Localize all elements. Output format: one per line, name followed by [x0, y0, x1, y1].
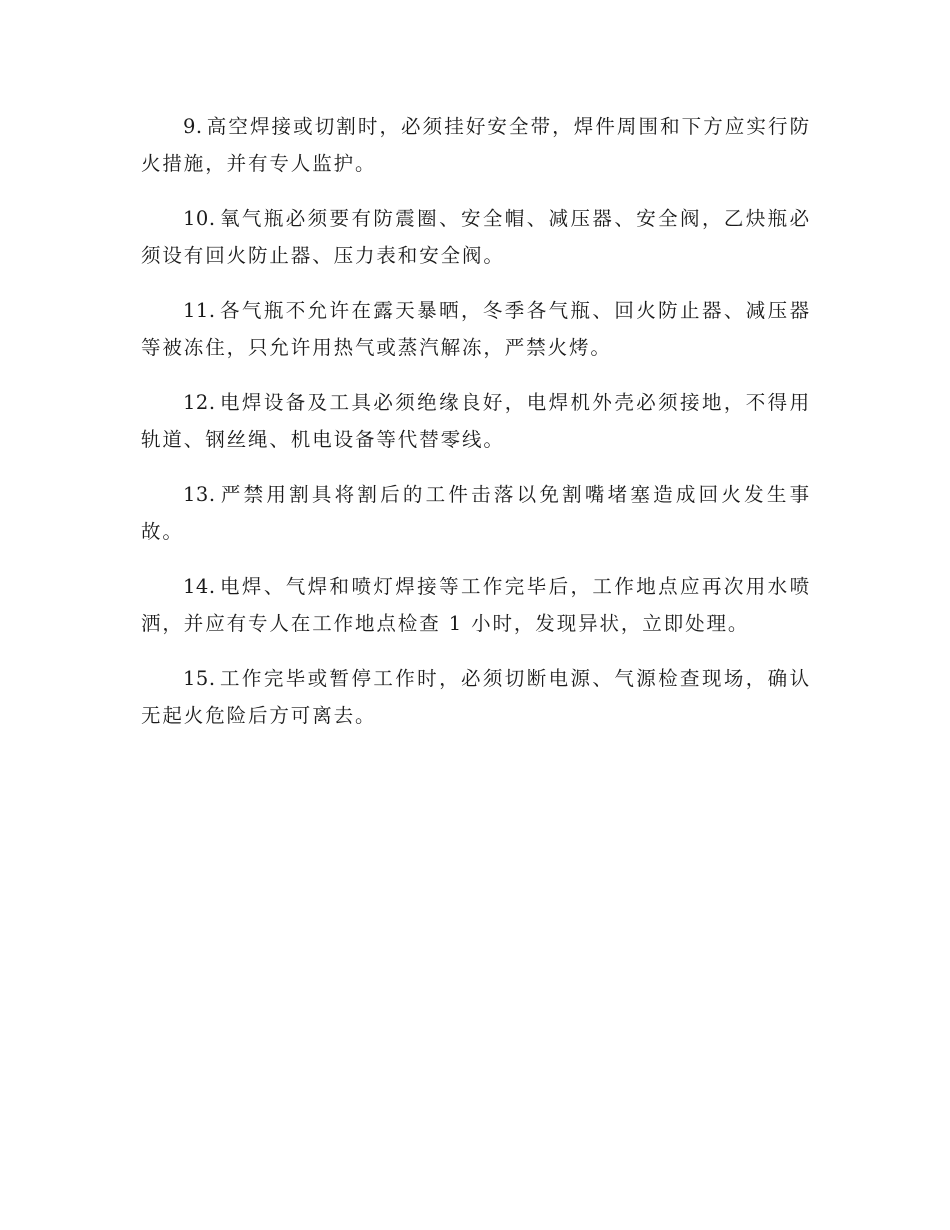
rule-number: 13.	[183, 483, 216, 506]
rule-number: 11.	[183, 299, 216, 322]
rule-10	[141, 200, 811, 274]
rule-12	[141, 384, 811, 458]
rule-text: 电焊、气焊和喷灯焊接等工作完毕后，工作地点应再次用水喷洒，并应有专人在工作地点检查 1 小时，发现异状，立即处理。	[141, 575, 811, 635]
rule-14	[141, 568, 811, 642]
rules-list	[141, 108, 811, 752]
rule-number: 15.	[183, 667, 216, 690]
rule-text: 工作完毕或暂停工作时，必须切断电源、气源检查现场，确认无起火危险后方可离去。	[141, 667, 811, 727]
rule-text: 严禁用割具将割后的工件击落以免割嘴堵塞造成回火发生事故。	[141, 483, 811, 543]
rule-text: 电焊设备及工具必须绝缘良好，电焊机外壳必须接地，不得用轨道、钢丝绳、机电设备等代替零线。	[141, 391, 811, 451]
rule-text: 各气瓶不允许在露天暴晒，冬季各气瓶、回火防止器、减压器等被冻住，只允许用热气或蒸汽解冻，严禁火烤。	[141, 299, 811, 359]
rule-text: 高空焊接或切割时，必须挂好安全带，焊件周围和下方应实行防火措施，并有专人监护。	[141, 115, 811, 175]
rule-15	[141, 660, 811, 734]
rule-9	[141, 108, 811, 182]
rule-number: 14.	[183, 575, 216, 598]
rule-13	[141, 476, 811, 550]
rule-number: 12.	[183, 391, 216, 414]
rule-text: 氧气瓶必须要有防震圈、安全帽、减压器、安全阀，乙炔瓶必须设有回火防止器、压力表和安全阀。	[141, 207, 811, 267]
rule-number: 9.	[183, 115, 203, 138]
rule-number: 10.	[183, 207, 216, 230]
rule-11	[141, 292, 811, 366]
